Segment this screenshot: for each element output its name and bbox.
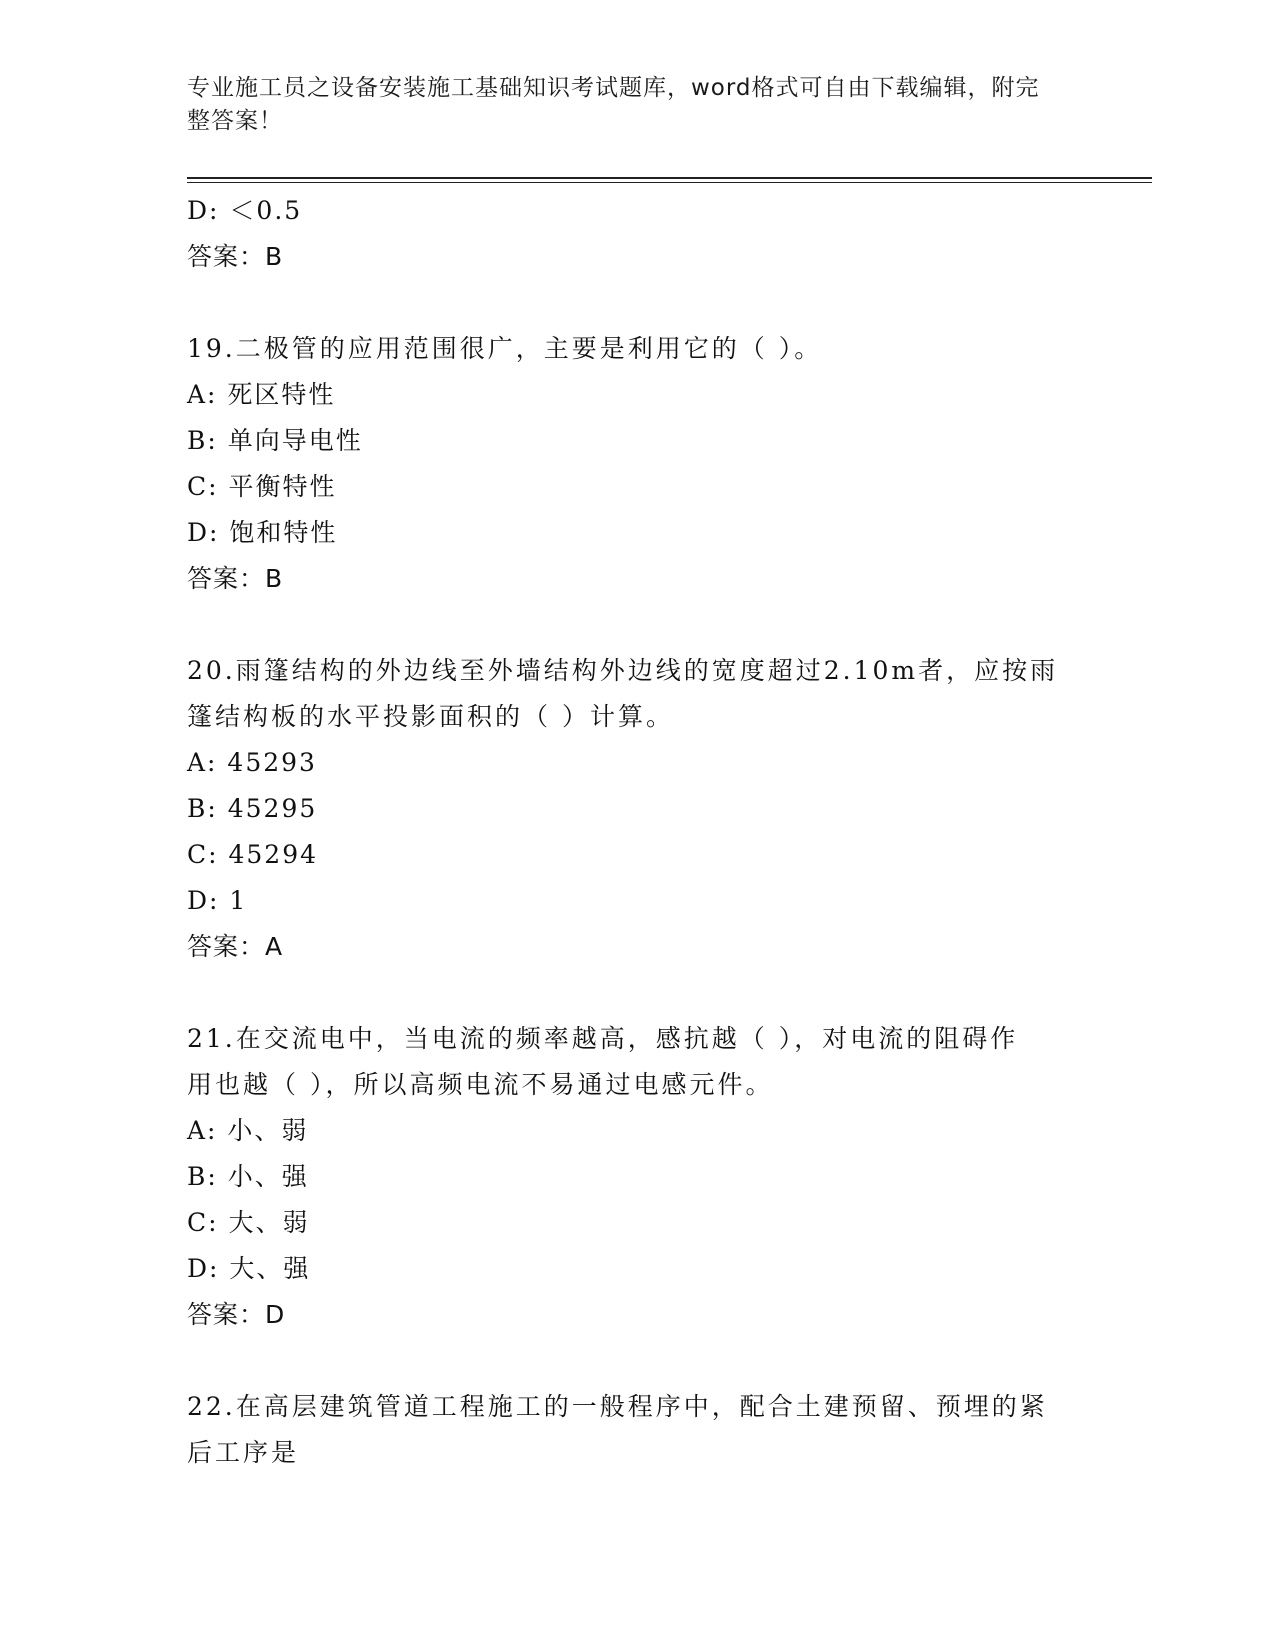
question-20 [187,648,1087,970]
header-rule-thin [187,182,1152,183]
option-line: A: 死区特性 [187,380,336,409]
question-stem: 后工序是 [187,1438,300,1467]
question-21 [187,1016,1087,1338]
header-line: 专业施工员之设备安装施工基础知识考试题库，word格式可自由下载编辑，附完 [187,75,1040,101]
question-19 [187,326,1087,602]
option-line: D: 饱和特性 [187,518,338,547]
answer-line: 答案：A [187,932,284,961]
option-line: D: 1 [187,886,248,915]
question-stem: 篷结构板的水平投影面积的（ ）计算。 [187,702,674,731]
document-header [187,72,1067,138]
question-stem: 19.二极管的应用范围很广，主要是利用它的（ ）。 [187,334,823,363]
spacer [187,280,1087,326]
option-line: B: 小、强 [187,1162,309,1191]
option-line: B: 45295 [187,794,318,823]
question-stem: 21.在交流电中，当电流的频率越高，感抗越（ ），对电流的阻碍作 [187,1024,1019,1053]
answer-line: 答案：B [187,564,284,593]
document-body [187,188,1087,1476]
answer-line: 答案：D [187,1300,286,1329]
question-22 [187,1384,1087,1476]
spacer [187,602,1087,648]
header-rule [187,177,1152,179]
question-stem: 20.雨篷结构的外边线至外墙结构外边线的宽度超过2.10m者，应按雨 [187,656,1059,685]
spacer [187,970,1087,1016]
question-stem: 22.在高层建筑管道工程施工的一般程序中，配合土建预留、预埋的紧 [187,1392,1048,1421]
option-line: A: 小、弱 [187,1116,309,1145]
header-line: 整答案！ [187,108,283,134]
question-stem: 用也越（ ），所以高频电流不易通过电感元件。 [187,1070,774,1099]
option-line: D: 大、强 [187,1254,311,1283]
option-line: C: 平衡特性 [187,472,337,501]
answer-line: 答案：B [187,242,284,271]
option-line: B: 单向导电性 [187,426,363,455]
option-line: C: 大、弱 [187,1208,310,1237]
option-line: A: 45293 [187,748,317,777]
spacer [187,1338,1087,1384]
option-line: D: ＜0.5 [187,196,303,225]
option-line: C: 45294 [187,840,319,869]
